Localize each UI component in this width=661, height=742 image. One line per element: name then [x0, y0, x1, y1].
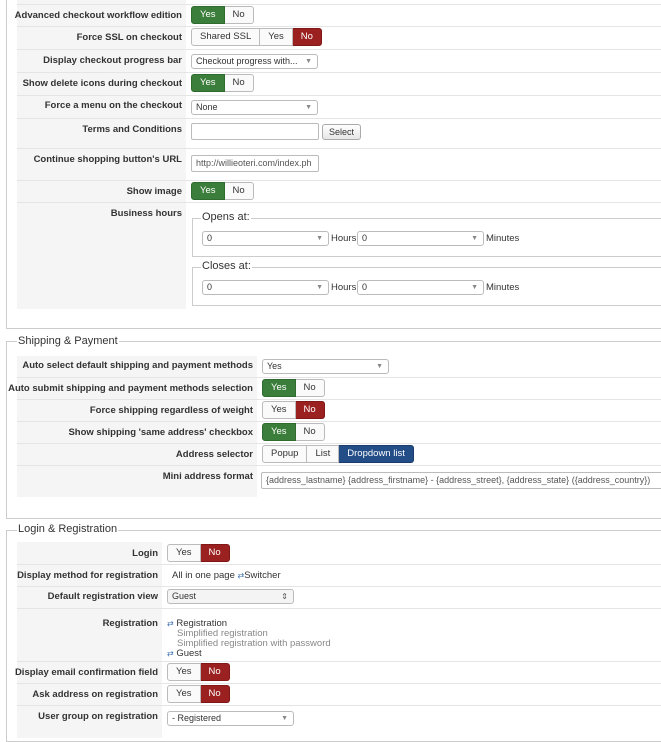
email-confirm-yes-button[interactable]: Yes: [167, 663, 201, 681]
auto-submit-label: Auto submit shipping and payment methods selection: [8, 383, 253, 394]
registration-option-guest[interactable]: ⇄ Guest: [167, 648, 202, 659]
login-label: Login: [132, 548, 158, 559]
mini-address-label: Mini address format: [162, 471, 253, 482]
force-shipping-no-button[interactable]: No: [296, 401, 325, 419]
advanced-workflow-label: Advanced checkout workflow edition: [14, 10, 182, 21]
ask-address-no-button[interactable]: No: [201, 685, 230, 703]
closes-hours-label: Hours: [331, 282, 357, 293]
chevron-down-icon: ▼: [316, 235, 323, 242]
login-yes-button[interactable]: Yes: [167, 544, 201, 562]
registration-option-registration[interactable]: ⇄ Registration: [167, 618, 228, 629]
show-image-no-button[interactable]: No: [225, 182, 254, 200]
show-image-toggle: [191, 182, 254, 200]
same-address-no-button[interactable]: No: [296, 423, 325, 441]
email-confirm-label: Display email confirmation field: [14, 667, 158, 678]
business-hours-label: Business hours: [110, 208, 182, 219]
opens-minute-select[interactable]: [357, 231, 484, 246]
terms-select-button[interactable]: Select: [322, 124, 361, 140]
show-image-yes-button[interactable]: Yes: [191, 182, 225, 200]
chevron-down-icon: ▼: [471, 235, 478, 242]
terms-input[interactable]: [191, 123, 319, 140]
registration-option-simplified[interactable]: Simplified registration: [177, 628, 268, 639]
force-ssl-toggle: [191, 28, 322, 46]
progress-bar-value: Checkout progress with...: [196, 56, 298, 66]
opens-at-legend: Opens at:: [202, 211, 250, 223]
user-group-value: - Registered: [172, 713, 222, 723]
mini-address-input[interactable]: {address_lastname} {address_firstname} - {address_street}, {address_state} ({address_country}): [261, 472, 661, 489]
display-method-value: All in one page: [172, 570, 235, 581]
opens-minutes-label: Minutes: [486, 233, 520, 244]
force-shipping-label: Force shipping regardless of weight: [89, 405, 253, 416]
same-address-label: Show shipping 'same address' checkbox: [68, 427, 253, 438]
opens-hour-select[interactable]: [202, 231, 329, 246]
force-menu-value: None: [196, 102, 218, 112]
checkout-left-border: [6, 0, 7, 328]
show-image-label: Show image: [126, 186, 182, 197]
auto-select-value: Yes: [267, 361, 282, 371]
opens-hours-label: Hours: [331, 233, 357, 244]
force-ssl-no-button[interactable]: No: [293, 28, 322, 46]
advanced-workflow-toggle: [191, 6, 254, 24]
auto-select-label: Auto select default shipping and payment methods: [22, 360, 253, 371]
delete-icons-no-button[interactable]: No: [225, 74, 254, 92]
updown-icon: ⇕: [281, 592, 288, 601]
force-menu-label: Force a menu on the checkout: [44, 100, 182, 111]
toggle-icon: ⇄: [167, 619, 174, 628]
chevron-down-icon: ▼: [471, 284, 478, 291]
force-shipping-yes-button[interactable]: Yes: [262, 401, 296, 419]
force-ssl-yes-button[interactable]: Yes: [260, 28, 293, 46]
chevron-down-icon: ▼: [305, 104, 312, 111]
closes-minute-select[interactable]: [357, 280, 484, 295]
chevron-down-icon: ▼: [376, 363, 383, 370]
ask-address-label: Ask address on registration: [32, 689, 158, 700]
auto-select-select[interactable]: [262, 359, 389, 374]
force-ssl-shared-button[interactable]: Shared SSL: [191, 28, 260, 46]
display-method-text: [172, 570, 281, 581]
advanced-workflow-yes-button[interactable]: Yes: [191, 6, 225, 24]
checkout-bottom-border: [6, 328, 661, 329]
switcher-link[interactable]: Switcher: [244, 570, 281, 581]
auto-submit-toggle: [262, 379, 325, 397]
default-view-select[interactable]: [167, 589, 294, 604]
registration-option-simplified-password[interactable]: Simplified registration with password: [177, 638, 331, 649]
delete-icons-yes-button[interactable]: Yes: [191, 74, 225, 92]
force-ssl-label: Force SSL on checkout: [76, 32, 182, 43]
terms-label: Terms and Conditions: [82, 124, 182, 135]
continue-url-input[interactable]: http://willieoteri.com/index.ph: [191, 155, 319, 172]
chevron-down-icon: ▼: [316, 284, 323, 291]
closes-at-legend: Closes at:: [202, 260, 251, 272]
login-legend: Login & Registration: [18, 523, 118, 535]
login-toggle: [167, 544, 230, 562]
progress-bar-select[interactable]: [191, 54, 318, 69]
delete-icons-toggle: [191, 74, 254, 92]
default-view-value: Guest: [172, 591, 197, 601]
force-shipping-toggle: [262, 401, 325, 419]
default-view-label: Default registration view: [47, 591, 158, 602]
same-address-toggle: [262, 423, 325, 441]
auto-submit-yes-button[interactable]: Yes: [262, 379, 296, 397]
closes-minute-value: 0: [362, 282, 368, 292]
opens-minute-value: 0: [362, 233, 368, 243]
address-selector-label: Address selector: [175, 449, 253, 460]
closes-minutes-label: Minutes: [486, 282, 520, 293]
auto-submit-no-button[interactable]: No: [296, 379, 325, 397]
user-group-select[interactable]: [167, 711, 294, 726]
closes-hour-select[interactable]: [202, 280, 329, 295]
continue-url-label: Continue shopping button's URL: [33, 154, 182, 165]
same-address-yes-button[interactable]: Yes: [262, 423, 296, 441]
shipping-legend: Shipping & Payment: [18, 335, 118, 347]
registration-label: Registration: [102, 618, 158, 629]
opens-hour-value: 0: [207, 233, 213, 243]
delete-icons-label: Show delete icons during checkout: [22, 78, 182, 89]
display-method-label: Display method for registration: [17, 570, 158, 581]
advanced-workflow-no-button[interactable]: No: [225, 6, 254, 24]
address-selector-list-button[interactable]: List: [307, 445, 339, 463]
progress-bar-label: Display checkout progress bar: [43, 55, 182, 66]
closes-hour-value: 0: [207, 282, 213, 292]
user-group-label: User group on registration: [38, 711, 158, 722]
toggle-icon: ⇄: [167, 649, 174, 658]
ask-address-toggle: [167, 685, 230, 703]
email-confirm-toggle: [167, 663, 230, 681]
login-no-button[interactable]: No: [201, 544, 230, 562]
force-menu-select[interactable]: [191, 100, 318, 115]
chevron-down-icon: ▼: [281, 715, 288, 722]
address-selector-dropdown-button[interactable]: Dropdown list: [339, 445, 414, 463]
address-selector-popup-button[interactable]: Popup: [262, 445, 307, 463]
address-selector-group: [262, 445, 414, 463]
ask-address-yes-button[interactable]: Yes: [167, 685, 201, 703]
switch-icon[interactable]: ⇄: [237, 571, 245, 580]
email-confirm-no-button[interactable]: No: [201, 663, 230, 681]
chevron-down-icon: ▼: [305, 58, 312, 65]
